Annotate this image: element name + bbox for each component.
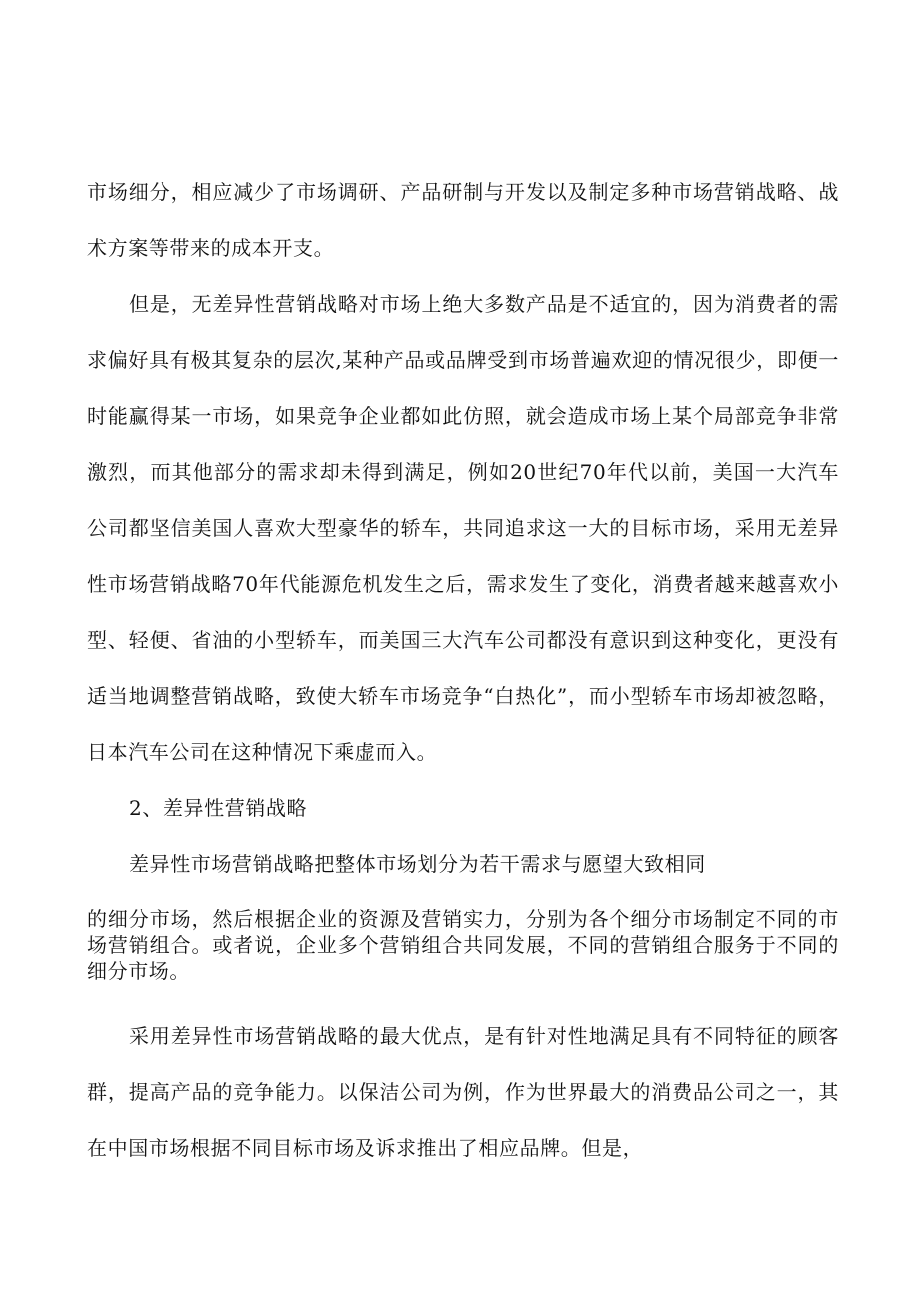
paragraph-differentiated-continued: 的细分市场，然后根据企业的资源及营销实力，分别为各个细分市场制定不同的市场营销组合。或者说，企业多个营销组合共同发展，不同的营销组合服务于不同的细分市场。 — [87, 907, 839, 983]
paragraph-differentiated-intro: 差异性市场营销战略把整体市场划分为若干需求与愿望大致相同 — [129, 852, 706, 876]
paragraph-differentiated-advantages: 采用差异性市场营销战略的最大优点，是有针对性地满足具有不同特征的顾客群，提高产品的竞争能力。以保洁公司为例，作为世界最大的消费品公司之一，其在中国市场根据不同目标市场及诉求推出了相应品牌。但是， — [87, 1024, 839, 1160]
paragraph-cost-savings: 市场细分，相应减少了市场调研、产品研制与开发以及制定多种市场营销战略、战术方案等带来的成本开支。 — [87, 180, 839, 260]
paragraph-undifferentiated-drawbacks: 但是，无差异性营销战略对市场上绝大多数产品是不适宜的，因为消费者的需求偏好具有极其复杂的层次,某种产品或品牌受到市场普遍欢迎的情况很少，即便一时能赢得某一市场，如果竞争企业都如此仿照，就会造成市场上某个局部竞争非常激烈，而其他部分的需求却未得到满足，例如20世纪70年代以前，美国一大汽车公司都坚信美国人喜欢大型豪华的轿车，共同追求这一大的目标市场，采用无差异性市场营销战略70年代能源危机发生之后，需求发生了变化，消费者越来越喜欢小型、轻便、省油的小型轿车，而美国三大汽车公司都没有意识到这种变化，更没有适当地调整营销战略，致使大轿车市场竞争“白热化”，而小型轿车市场却被忽略，日本汽车公司在这种情况下乘虚而入。 — [87, 292, 839, 764]
section-heading-differentiated-strategy: 2、差异性营销战略 — [129, 796, 308, 820]
